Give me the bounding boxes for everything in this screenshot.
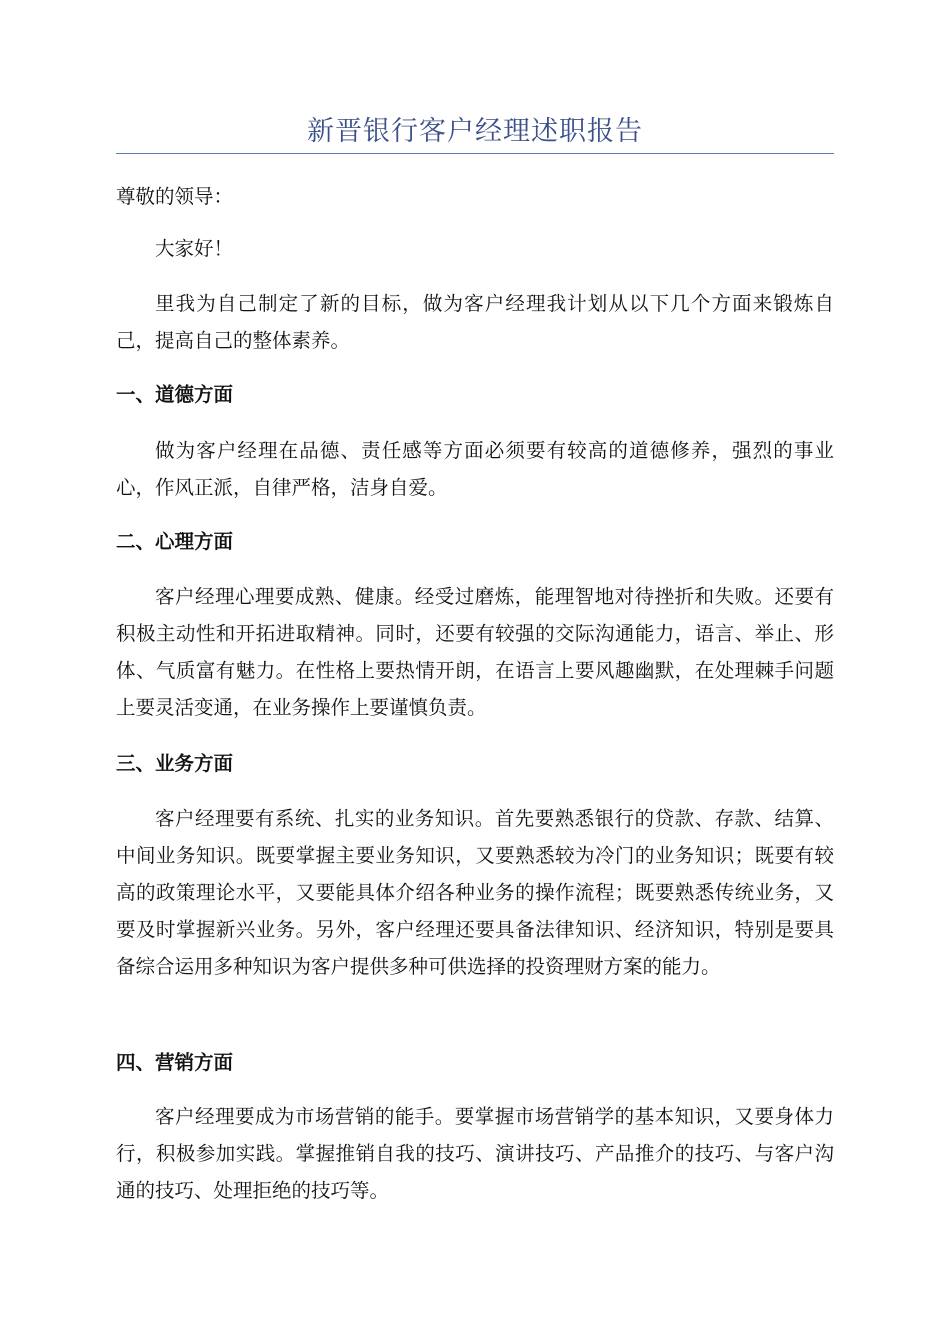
section-body-business: 客户经理要有系统、扎实的业务知识。首先要熟悉银行的贷款、存款、结算、中间业务知识。既要掌握主要业务知识，又要熟悉较为冷门的业务知识；既要有较高的政策理论水平，又要能具体介绍各种业务的操作流程；既要熟悉传统业务，又要及时掌握新兴业务。另外，客户经理还要具备法律知识、经济知识，特别是要具备综合运用多种知识为客户提供多种可供选择的投资理财方案的能力。 [116,807,834,978]
section-body-morality: 做为客户经理在品德、责任感等方面必须要有较高的道德修养，强烈的事业心，作风正派，自律严格，洁身自爱。 [116,439,834,499]
section-heading-business: 三、业务方面 [116,752,234,775]
greeting: 大家好！ [155,237,234,260]
document-title: 新晋银行客户经理述职报告 [307,116,643,147]
salutation: 尊敬的领导： [116,185,234,208]
intro-paragraph: 里我为自己制定了新的目标，做为客户经理我计划从以下几个方面来锻炼自己，提高自己的整体素养。 [116,292,834,352]
section-body-marketing: 客户经理要成为市场营销的能手。要掌握市场营销学的基本知识，又要身体力行，积极参加实践。掌握推销自我的技巧、演讲技巧、产品推介的技巧、与客户沟通的技巧、处理拒绝的技巧等。 [116,1105,834,1202]
section-body-psychology: 客户经理心理要成熟、健康。经受过磨炼，能理智地对待挫折和失败。还要有积极主动性和开拓进取精神。同时，还要有较强的交际沟通能力，语言、举止、形体、气质富有魅力。在性格上要热情开朗，在语言上要风趣幽默，在处理棘手问题上要灵活变通，在业务操作上要谨慎负责。 [116,585,834,719]
title-underline [116,153,834,154]
section-heading-marketing: 四、营销方面 [116,1051,234,1074]
section-heading-psychology: 二、心理方面 [116,530,234,553]
section-heading-morality: 一、道德方面 [116,383,234,406]
